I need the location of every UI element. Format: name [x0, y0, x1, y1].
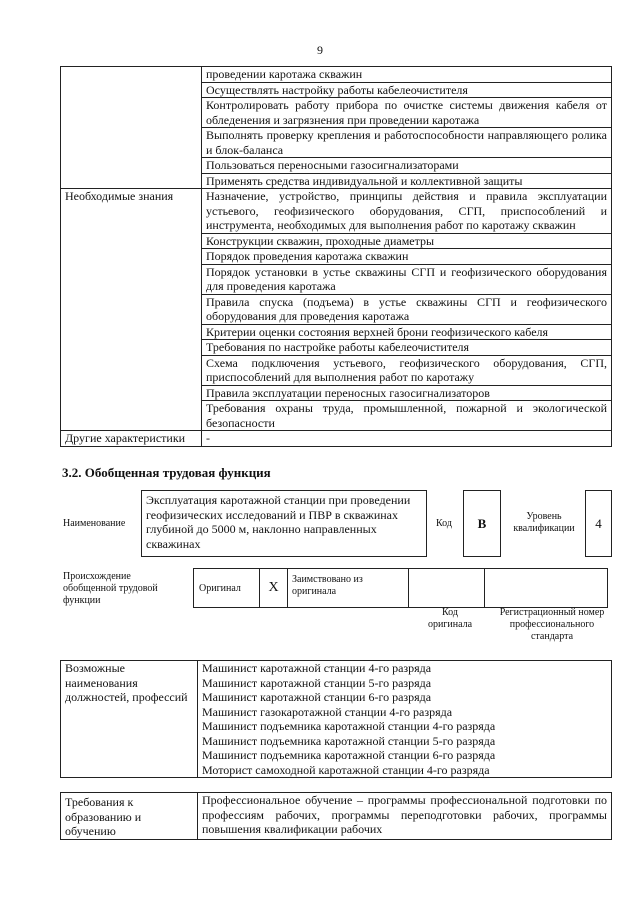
table-row [61, 431, 612, 447]
table-row [61, 189, 612, 234]
name-value: Эксплуатация каротажной станции при проведении геофизических исследований и ПВР в скважинах глубиной до 5000 м, наклонно направленных скважинах [141, 490, 427, 557]
position-item: Машинист каротажной станции 5-го разряда [202, 675, 432, 690]
reg-number-caption: Регистрационный номер профессионального стандарта [499, 607, 605, 642]
other-value: - [202, 431, 612, 447]
table-row [61, 67, 612, 83]
original-mark: X [259, 568, 288, 608]
skill-item: Контролировать работу прибора по очистке системы движения кабеля от обледенения и загрязнения при проведении каротажа [202, 98, 612, 128]
knowledge-item: Назначение, устройство, принципы действия и правила эксплуатации устьевого, геофизического оборудования, СГП, приспособлений и инструмента, необходимых для выполнения работ по каротажу скважин [202, 189, 612, 234]
knowledge-item: Критерии оценки состояния верхней брони геофизического кабеля [202, 324, 612, 340]
knowledge-item: Схема подключения устьевого, геофизического оборудования, СГП, приспособлений для выполнения работ по каротажу [202, 355, 612, 385]
code-value: B [463, 490, 501, 557]
original-label: Оригинал [193, 568, 260, 608]
origin-label: Происхождение обобщенной трудовой функции [63, 571, 158, 606]
positions-cell [198, 661, 612, 778]
position-item: Машинист газокаротажной станции 4-го разряда [202, 704, 453, 719]
borrowed-label: Заимствовано из оригинала [287, 568, 409, 608]
position-item: Машинист каротажной станции 4-го разряда [202, 661, 432, 675]
skill-item: проведении каротажа скважин [202, 67, 612, 83]
education-table [60, 792, 612, 840]
reg-number-cell [484, 568, 608, 608]
position-item: Машинист подъемника каротажной станции 5-го разряда [202, 733, 496, 748]
positions-table [60, 660, 612, 778]
origin-code-cell [408, 568, 485, 608]
position-item: Машинист каротажной станции 6-го разряда [202, 690, 432, 704]
knowledge-item: Требования охраны труда, промышленной, пожарной и экологической безопасности [202, 401, 612, 431]
section-title: 3.2. Обобщенная трудовая функция [62, 465, 271, 480]
origin-code-caption: Код оригинала [427, 607, 473, 630]
origin-row [194, 568, 608, 608]
knowledge-item: Конструкции скважин, проходные диаметры [202, 233, 612, 249]
table-row [61, 661, 612, 778]
code-label: Код [436, 518, 452, 529]
positions-label: Возможные наименования должностей, профессий [61, 661, 198, 778]
position-item: Машинист подъемника каротажной станции 4-го разряда [202, 719, 496, 733]
position-item: Моторист самоходной каротажной станции 4-го разряда [202, 762, 490, 777]
position-item: Машинист подъемника каротажной станции 6-го разряда [202, 748, 496, 762]
knowledge-item: Порядок проведения каротажа скважин [202, 249, 612, 265]
skills-knowledge-table [60, 66, 612, 447]
knowledge-label: Необходимые знания [61, 189, 202, 431]
table-row [61, 793, 612, 840]
skill-item: Применять средства индивидуальной и коллективной защиты [202, 173, 612, 189]
knowledge-item: Требования по настройке работы кабелеочистителя [202, 340, 612, 356]
other-label: Другие характеристики [61, 431, 202, 447]
level-value: 4 [585, 490, 612, 557]
education-value: Профессиональное обучение – программы профессиональной подготовки по профессиям рабочих, программы переподготовки рабочих, программы повышения квалификации рабочих [198, 793, 612, 840]
knowledge-item: Правила эксплуатации переносных газосигнализаторов [202, 385, 612, 401]
education-label: Требования к образованию и обучению [61, 793, 198, 840]
level-label: Уровень квалификации [513, 511, 575, 534]
skill-item: Пользоваться переносными газосигнализаторами [202, 158, 612, 174]
skill-item: Осуществлять настройку работы кабелеочистителя [202, 82, 612, 98]
skills-label-cell [61, 67, 202, 189]
page-number: 9 [317, 43, 323, 57]
knowledge-item: Правила спуска (подъема) в устье скважины СГП и геофизического оборудования для проведения каротажа [202, 294, 612, 324]
knowledge-item: Порядок установки в устье скважины СГП и геофизического оборудования для проведения каротажа [202, 264, 612, 294]
skill-item: Выполнять проверку крепления и работоспособности направляющего ролика и блок-баланса [202, 128, 612, 158]
name-label: Наименование [63, 518, 126, 529]
